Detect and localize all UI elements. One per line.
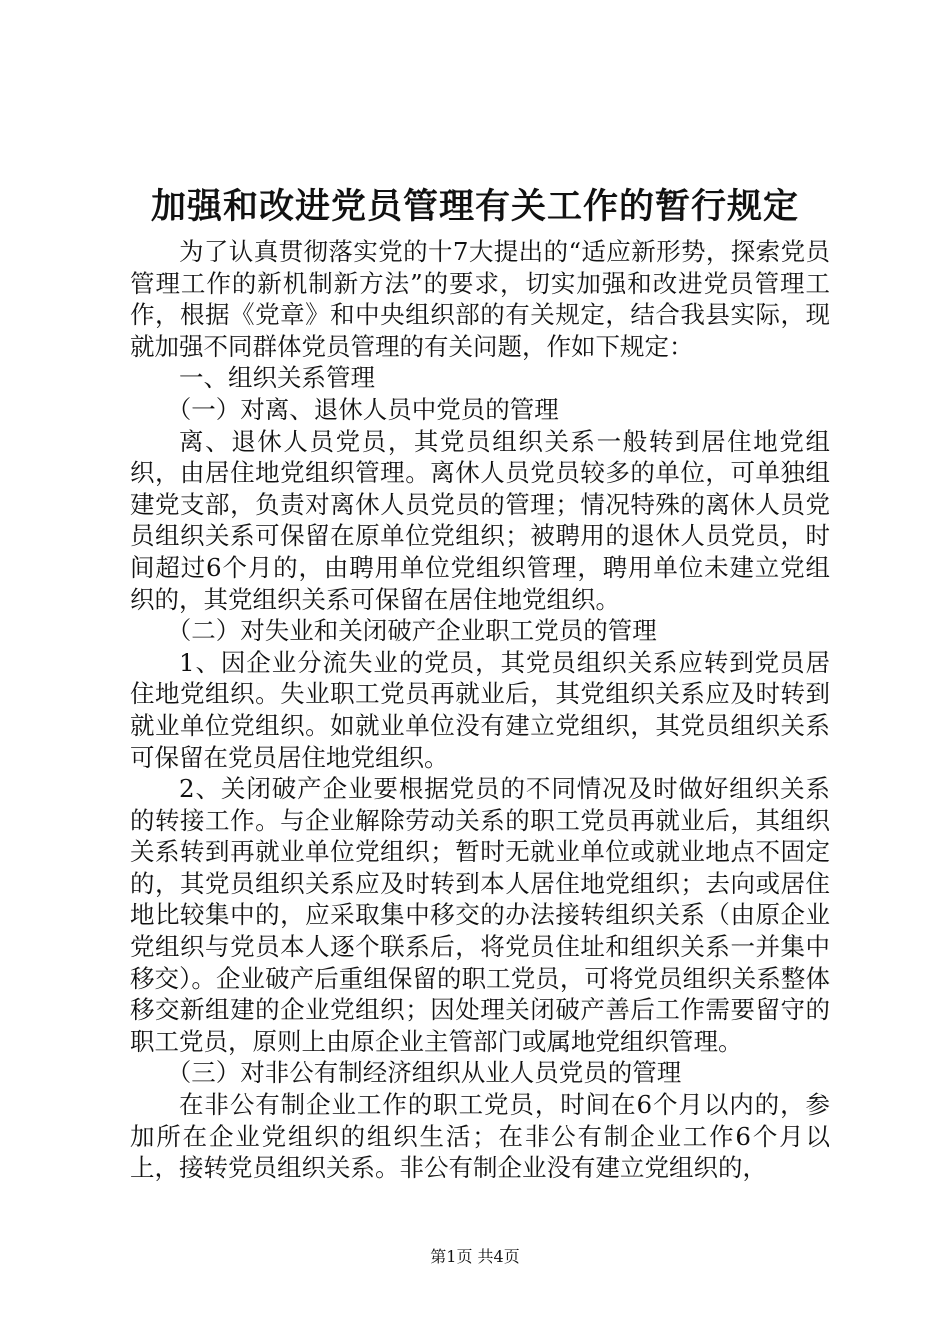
body-paragraph: 离、退休人员党员，其党员组织关系一般转到居住地党组织，由居住地党组织管理。离休人员党员较多的单位，可单独组建党支部，负责对离休人员党员的管理；情况特殊的离休人员党员组织关系可保留在原单位党组织；被聘用的退休人员党员，时间超过6个月的，由聘用单位党组织管理，聘用单位未建立党组织的，其党组织关系可保留在居住地党组织。: [130, 426, 830, 614]
page-number-footer: 第1页 共4页: [430, 1247, 520, 1266]
subsection-heading: （一）对离、退休人员中党员的管理: [166, 394, 559, 424]
document-title: 加强和改进党员管理有关工作的暂行规定: [150, 186, 799, 227]
body-paragraph: 2、关闭破产企业要根据党员的不同情况及时做好组织关系的转接工作。与企业解除劳动关系的职工党员再就业后，其组织关系转到再就业单位党组织；暂时无就业单位或就业地点不固定的，其党员组织关系应及时转到本人居住地党组织；去向或居住地比较集中的，应采取集中移交的办法接转组织关系（由原企业党组织与党员本人逐个联系后，将党员住址和组织关系一并集中移交）。企业破产后重组保留的职工党员，可将党员组织关系整体移交新组建的企业党组织；因处理关闭破产善后工作需要留守的职工党员，原则上由原企业主管部门或属地党组织管理。: [130, 774, 830, 1056]
intro-paragraph: 为了认真贯彻落实党的十7大提出的“适应新形势，探索党员管理工作的新机制新方法”的要求，切实加强和改进党员管理工作，根据《党章》和中央组织部的有关规定，结合我县实际，现就加强不同群体党员管理的有关问题，作如下规定：: [130, 237, 830, 361]
document-body: [130, 236, 830, 1184]
subsection-heading: （二）对失业和关闭破产企业职工党员的管理: [166, 616, 657, 646]
subsection-heading: （三）对非公有制经济组织从业人员党员的管理: [166, 1058, 682, 1088]
body-paragraph: 1、因企业分流失业的党员，其党员组织关系应转到党员居住地党组织。失业职工党员再就业后，其党组织关系应及时转到就业单位党组织。如就业单位没有建立党组织，其党员组织关系可保留在党员居住地党组织。: [130, 647, 830, 772]
section-heading: 一、组织关系管理: [179, 363, 375, 393]
body-paragraph: 在非公有制企业工作的职工党员，时间在6个月以内的，参加所在企业党组织的组织生活；在非公有制企业工作6个月以上，接转党员组织关系。非公有制企业没有建立党组织的，: [130, 1090, 830, 1183]
